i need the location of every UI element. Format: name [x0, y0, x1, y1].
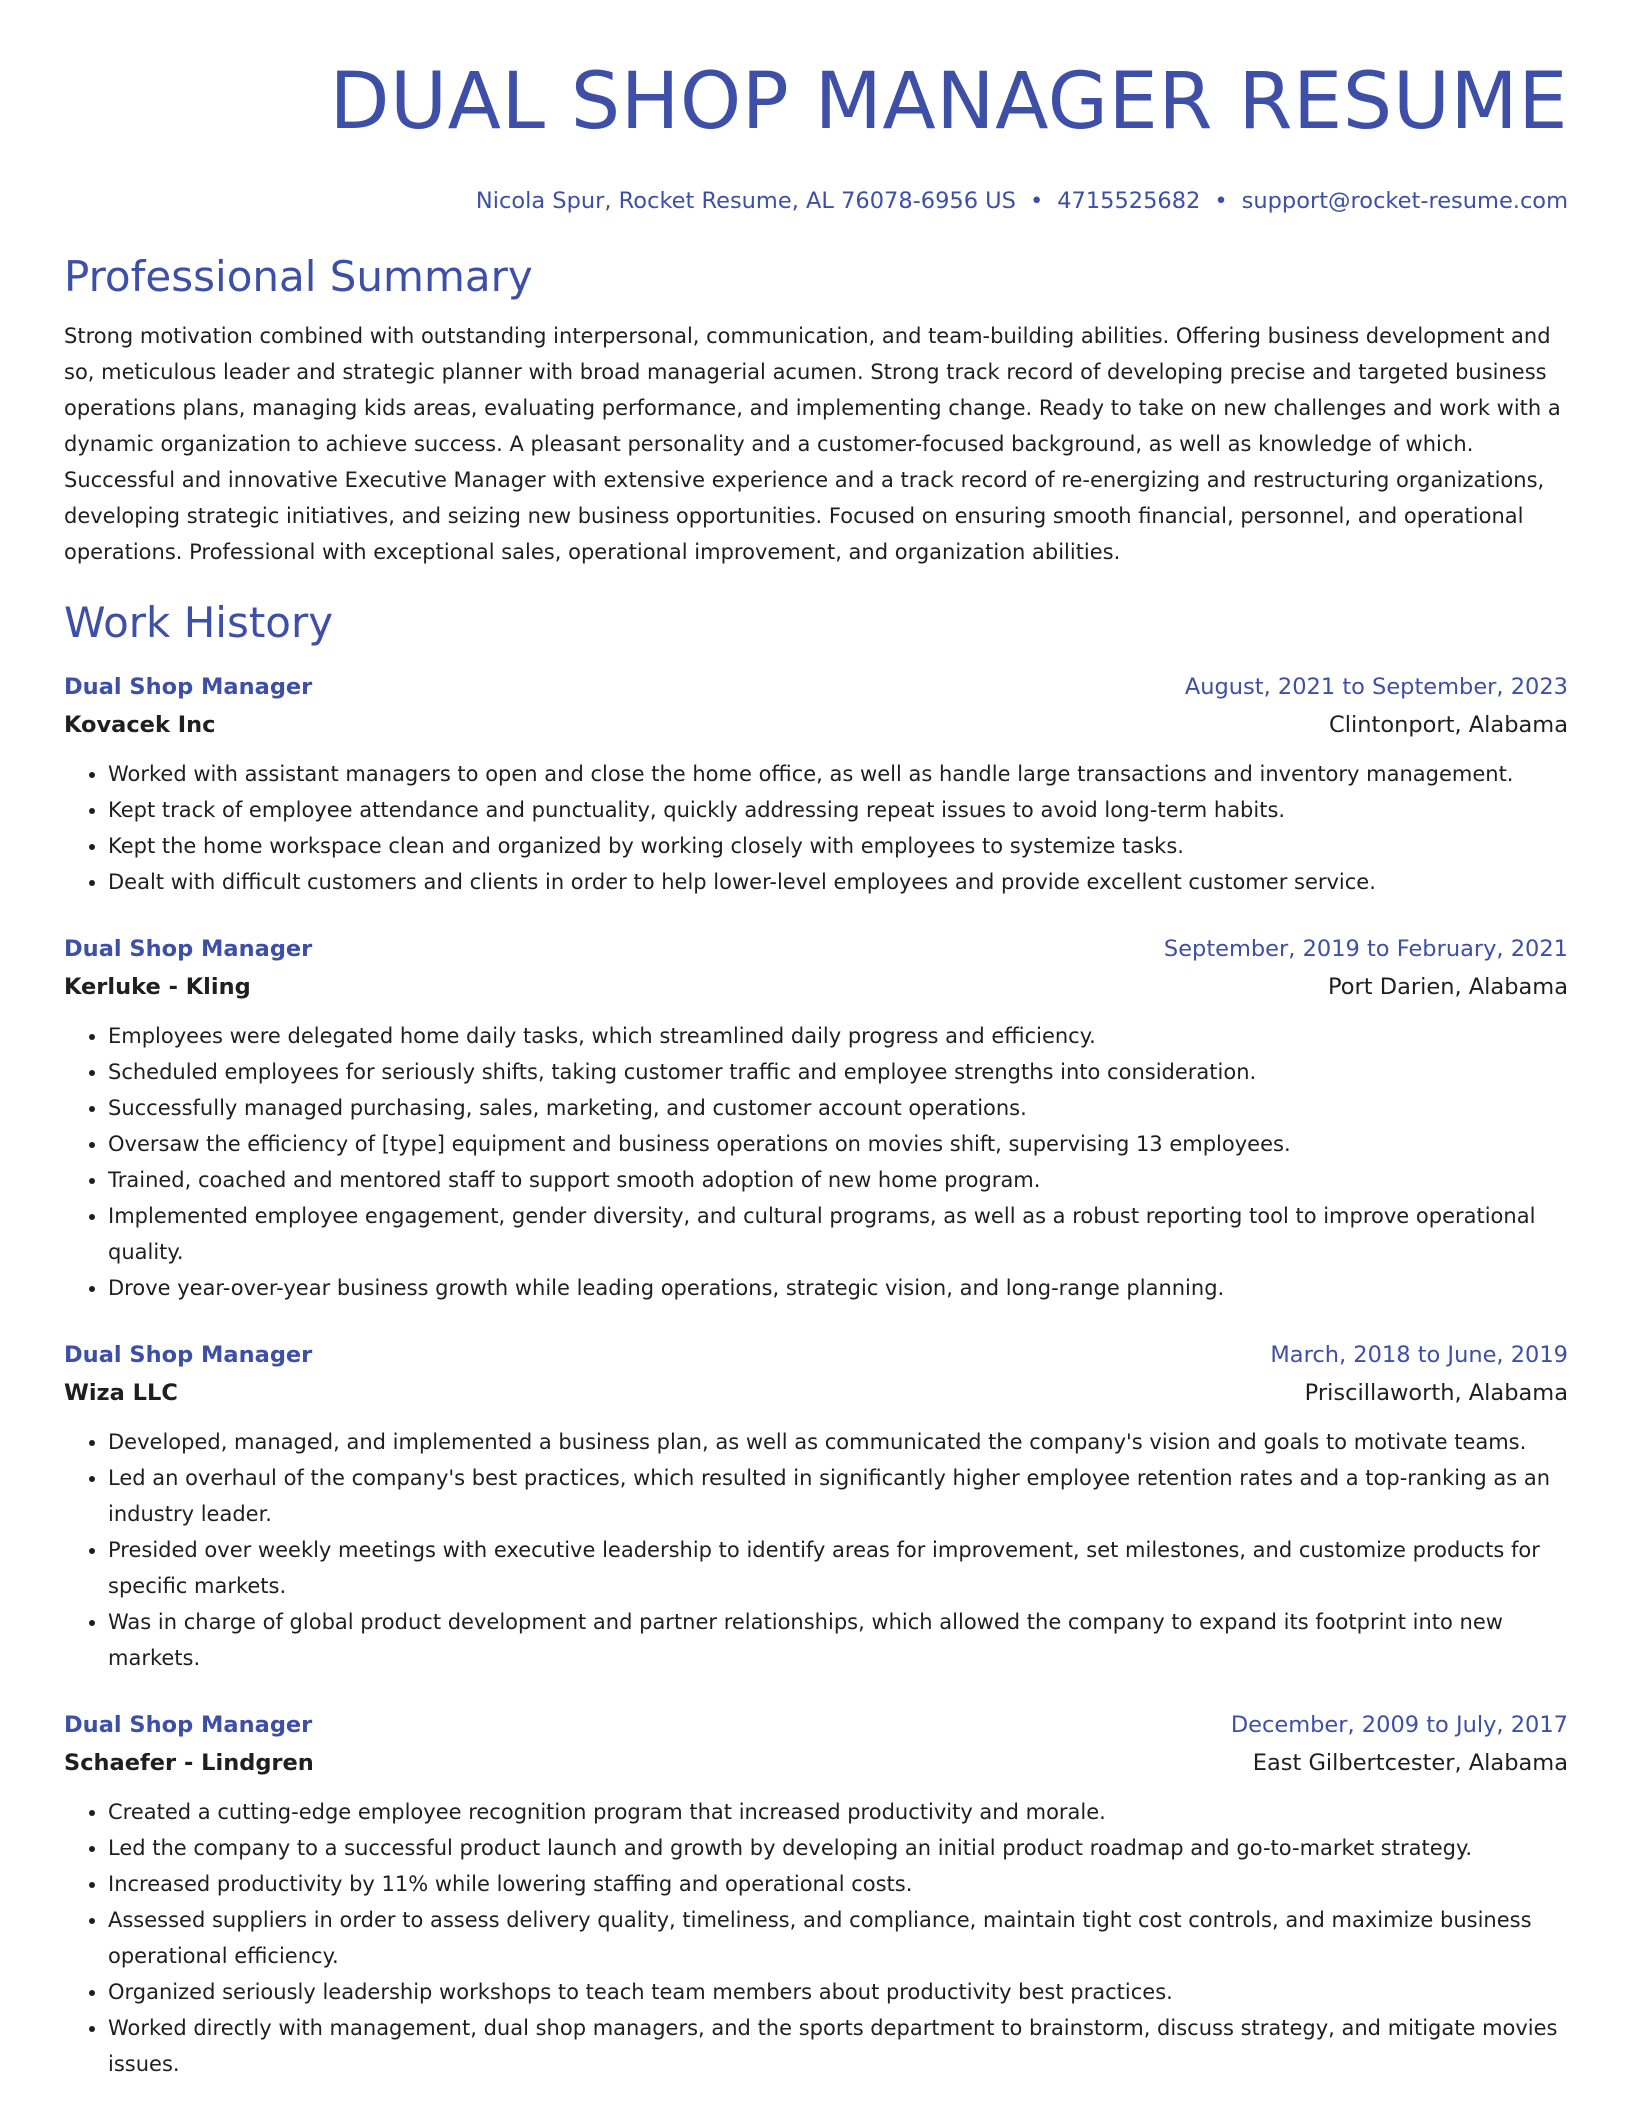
- job-header-row: [64, 1336, 1568, 1374]
- job-bullet: • Was in charge of global product development and partner relationships, which allowed the company to expand its footprint into new markets.: [108, 1604, 1568, 1676]
- job-bullet: • Organized seriously leadership workshops to teach team members about productivity best practices.: [108, 1974, 1568, 2010]
- job-bullet: • Implemented employee engagement, gender diversity, and cultural programs, as well as a robust reporting tool to improve operational quality.: [108, 1198, 1568, 1270]
- contact-address: Nicola Spur, Rocket Resume, AL 76078-6956 US: [475, 188, 1016, 214]
- job-company-row: [64, 1744, 1568, 1782]
- job-bullet: • Drove year-over-year business growth while leading operations, strategic vision, and long-range planning.: [108, 1270, 1568, 1306]
- job-bullet: • Presided over weekly meetings with executive leadership to identify areas for improvement, set milestones, and customize products for specific markets.: [108, 1532, 1568, 1604]
- job-entry: [64, 1706, 1568, 2082]
- job-entry: [64, 1336, 1568, 1676]
- job-dates: September, 2019 to February, 2021: [1163, 936, 1568, 962]
- job-dates: August, 2021 to September, 2023: [1184, 674, 1568, 700]
- job-bullet: • Led the company to a successful product launch and growth by developing an initial product roadmap and go-to-market strategy.: [108, 1830, 1568, 1866]
- job-bullets: [64, 1794, 1568, 2082]
- job-bullet: • Trained, coached and mentored staff to support smooth adoption of new home program.: [108, 1162, 1568, 1198]
- job-dates: December, 2009 to July, 2017: [1230, 1712, 1568, 1738]
- company-name: Schaefer - Lindgren: [64, 1750, 314, 1776]
- company-name: Kerluke - Kling: [64, 974, 251, 1000]
- job-title: Dual Shop Manager: [64, 936, 313, 962]
- job-bullet: • Successfully managed purchasing, sales, marketing, and customer account operations.: [108, 1090, 1568, 1126]
- job-bullet: • Scheduled employees for seriously shifts, taking customer traffic and employee strengths into consideration.: [108, 1054, 1568, 1090]
- contact-separator: •: [1029, 188, 1044, 214]
- job-title: Dual Shop Manager: [64, 1342, 313, 1368]
- company-name: Wiza LLC: [64, 1380, 178, 1406]
- resume-page: [64, 0, 1568, 2082]
- job-location: East Gilbertcester, Alabama: [1252, 1750, 1568, 1776]
- job-bullet: • Kept the home workspace clean and organized by working closely with employees to systemize tasks.: [108, 828, 1568, 864]
- contact-separator: •: [1214, 188, 1228, 214]
- resume-title: DUAL SHOP MANAGER RESUME: [329, 57, 1568, 147]
- job-dates: March, 2018 to June, 2019: [1270, 1342, 1568, 1368]
- company-name: Kovacek Inc: [64, 712, 216, 738]
- job-bullet: • Dealt with difficult customers and clients in order to help lower-level employees and provide excellent customer service.: [108, 864, 1568, 900]
- job-bullet: • Increased productivity by 11% while lowering staffing and operational costs.: [108, 1866, 1568, 1902]
- job-bullets: [64, 1424, 1568, 1676]
- job-bullet: • Worked with assistant managers to open and close the home office, as well as handle large transactions and inventory management.: [108, 756, 1568, 792]
- work-history-list: [64, 668, 1568, 2082]
- job-bullet: • Kept track of employee attendance and punctuality, quickly addressing repeat issues to avoid long-term habits.: [108, 792, 1568, 828]
- contact-line: [64, 186, 1568, 216]
- job-entry: [64, 930, 1568, 1306]
- summary-heading: Professional Summary: [64, 252, 533, 301]
- job-bullet: • Created a cutting-edge employee recognition program that increased productivity and morale.: [108, 1794, 1568, 1830]
- job-bullet: • Assessed suppliers in order to assess delivery quality, timeliness, and compliance, maintain tight cost controls, and maximize business operational efficiency.: [108, 1902, 1568, 1974]
- job-bullet: • Led an overhaul of the company's best practices, which resulted in significantly higher employee retention rates and a top-ranking as an industry leader.: [108, 1460, 1568, 1532]
- job-header-row: [64, 1706, 1568, 1744]
- contact-phone: 4715525682: [1057, 188, 1201, 214]
- job-location: Clintonport, Alabama: [1329, 712, 1568, 738]
- job-company-row: [64, 1374, 1568, 1412]
- job-bullet: • Employees were delegated home daily tasks, which streamlined daily progress and efficiency.: [108, 1018, 1568, 1054]
- job-bullet: • Worked directly with management, dual shop managers, and the sports department to brainstorm, discuss strategy, and mitigate movies issues.: [108, 2010, 1568, 2082]
- job-header-row: [64, 668, 1568, 706]
- job-company-row: [64, 706, 1568, 744]
- job-header-row: [64, 930, 1568, 968]
- job-bullets: [64, 1018, 1568, 1306]
- job-bullets: [64, 756, 1568, 900]
- job-company-row: [64, 968, 1568, 1006]
- job-location: Priscillaworth, Alabama: [1304, 1380, 1568, 1406]
- job-title: Dual Shop Manager: [64, 1712, 313, 1738]
- work-history-heading: Work History: [64, 598, 334, 647]
- contact-email: support@rocket-resume.com: [1241, 188, 1568, 214]
- job-bullet: • Oversaw the efficiency of [type] equipment and business operations on movies shift, supervising 13 employees.: [108, 1126, 1568, 1162]
- job-entry: [64, 668, 1568, 900]
- job-title: Dual Shop Manager: [64, 674, 313, 700]
- summary-text: Strong motivation combined with outstanding interpersonal, communication, and team-building abilities. Offering business development and so, meticulous leader and strategic planner with broad managerial acumen. Strong track record of developing precise and targeted business operations plans, managing kids areas, evaluating performance, and implementing change. Ready to take on new challenges and work with a dynamic organization to achieve success. A pleasant personality and a customer-focused background, as well as knowledge of which. Successful and innovative Executive Manager with extensive experience and a track record of re-energizing and restructuring organizations, developing strategic initiatives, and seizing new business opportunities. Focused on ensuring smooth financial, personnel, and operational operations. Professional with exceptional sales, operational improvement, and organization abilities.: [64, 324, 1561, 564]
- job-bullet: • Developed, managed, and implemented a business plan, as well as communicated the company's vision and goals to motivate teams.: [108, 1424, 1568, 1460]
- job-location: Port Darien, Alabama: [1328, 974, 1568, 1000]
